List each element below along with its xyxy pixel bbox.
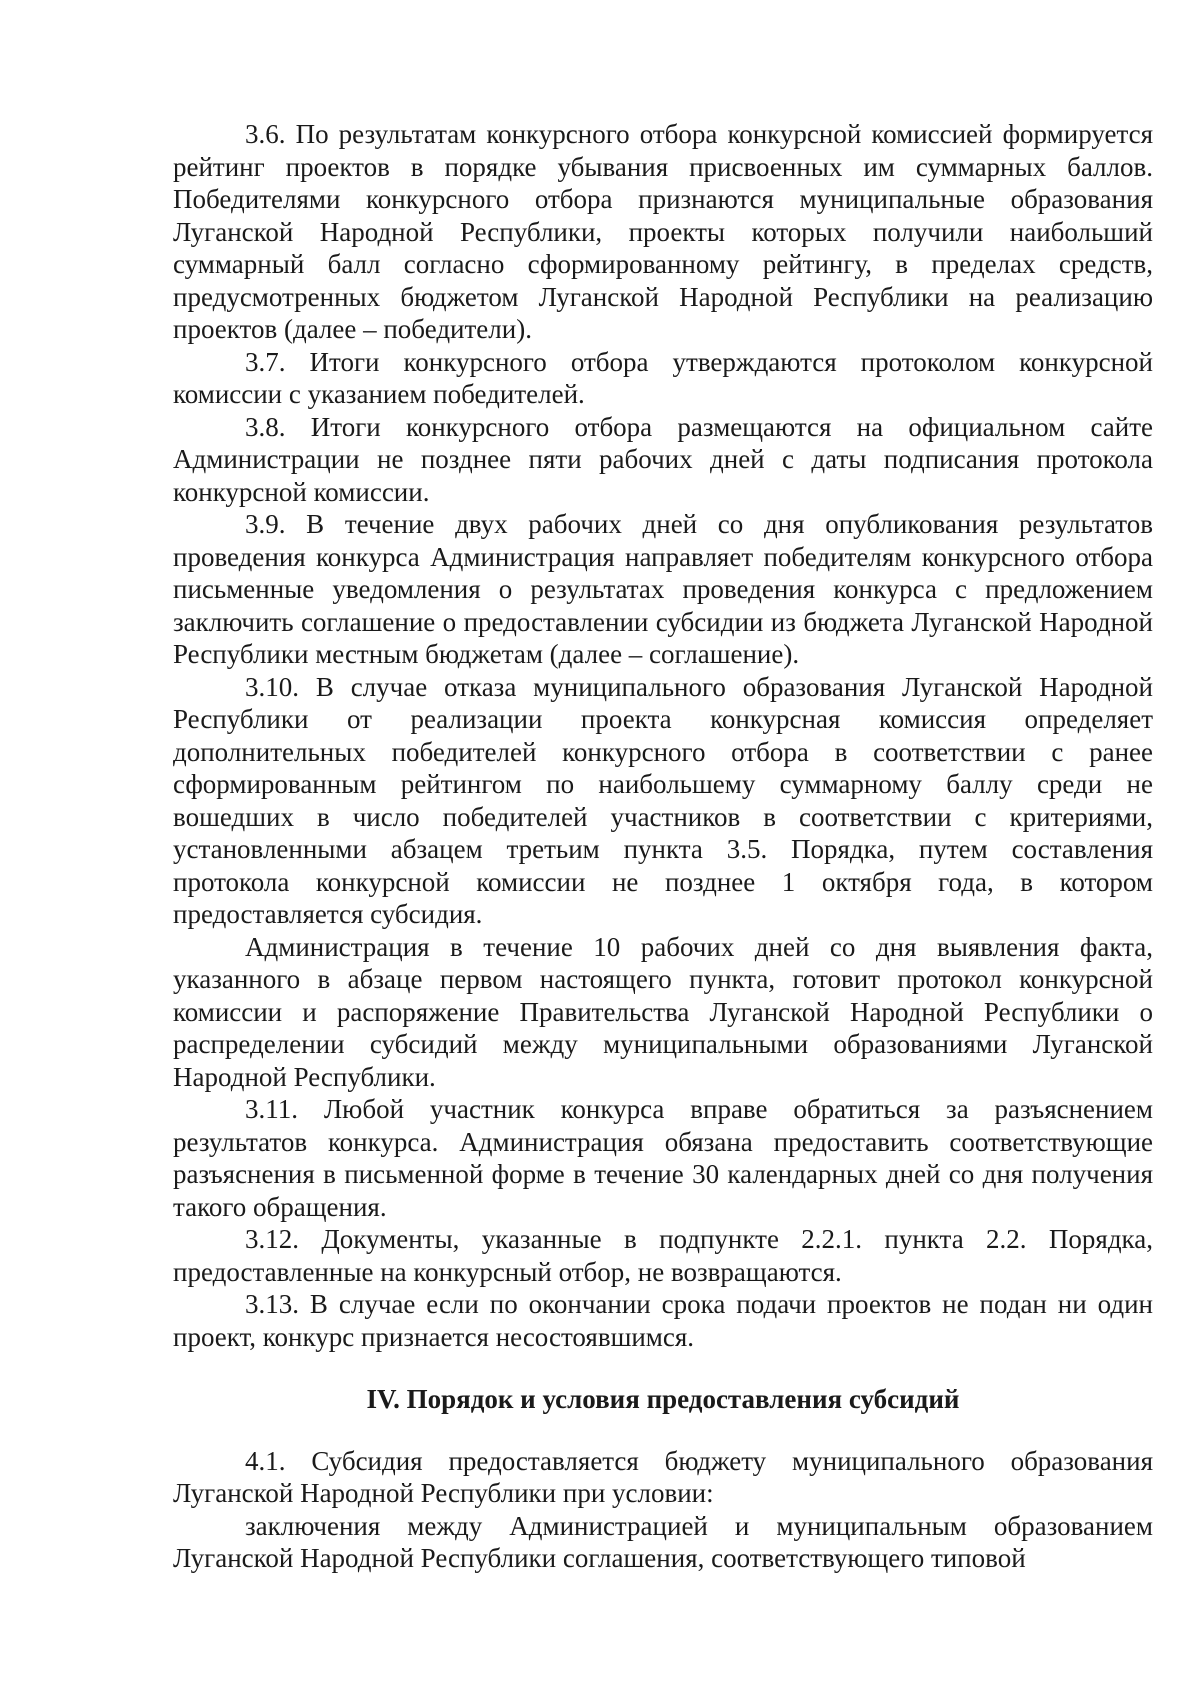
paragraph-4-1: 4.1. Субсидия предоставляется бюджету муниципального образования Луганской Народной Республики при условии: xyxy=(173,1445,1153,1508)
paragraph-3-8: 3.8. Итоги конкурсного отбора размещаются на официальном сайте Администрации не позднее пяти рабочих дней с даты подписания протокола конкурсной комиссии. xyxy=(173,411,1153,507)
paragraph-3-11: 3.11. Любой участник конкурса вправе обратиться за разъяснением результатов конкурса. Администрация обязана предоставить соответствующие разъяснения в письменной форме в течение 30 календарных дней со дня получения такого обращения. xyxy=(173,1094,1153,1222)
paragraph-3-10-continuation: Администрация в течение 10 рабочих дней со дня выявления факта, указанного в абзаце первом настоящего пункта, готовит протокол конкурсной комиссии и распоряжение Правительства Луганской Народной Республики о распределении субсидий между муниципальными образованиями Луганской Народной Республики. xyxy=(173,931,1153,1092)
paragraph-3-6: 3.6. По результатам конкурсного отбора конкурсной комиссией формируется рейтинг проектов в порядке убывания присвоенных им суммарных баллов. Победителями конкурсного отбора признаются муниципальные образования Луганской Народной Республики, проекты которых получили наибольший суммарный балл согласно сформированному рейтингу, в пределах средств, предусмотренных бюджетом Луганской Народной Республики на реализацию проектов (далее – победители). xyxy=(173,119,1153,344)
paragraph-3-9: 3.9. В течение двух рабочих дней со дня опубликования результатов проведения конкурса Администрация направляет победителям конкурсного отбора письменные уведомления о результатах проведения конкурса с предложением заключить соглашение о предоставлении субсидии из бюджета Луганской Народной Республики местным бюджетам (далее – соглашение). xyxy=(173,509,1153,669)
paragraph-3-13: 3.13. В случае если по окончании срока подачи проектов не подан ни один проект, конкурс признается несостоявшимся. xyxy=(173,1289,1153,1352)
paragraph-3-7: 3.7. Итоги конкурсного отбора утверждаются протоколом конкурсной комиссии с указанием победителей. xyxy=(173,346,1153,409)
paragraph-3-12: 3.12. Документы, указанные в подпункте 2.2.1. пункта 2.2. Порядка, предоставленные на конкурсный отбор, не возвращаются. xyxy=(173,1224,1153,1287)
document-page xyxy=(173,118,1153,1575)
paragraph-4-1-condition: заключения между Администрацией и муниципальным образованием Луганской Народной Республики соглашения, соответствующего типовой xyxy=(173,1510,1153,1573)
section-heading: IV. Порядок и условия предоставления субсидий xyxy=(366,1384,960,1414)
paragraph-3-10: 3.10. В случае отказа муниципального образования Луганской Народной Республики от реализации проекта конкурсная комиссия определяет дополнительных победителей конкурсного отбора в соответствии с ранее сформированным рейтингом по наибольшему суммарному баллу среди не вошедших в число победителей участников в соответствии с критериями, установленными абзацем третьим пункта 3.5. Порядка, путем составления протокола конкурсной комиссии не позднее 1 октября года, в котором предоставляется субсидия. xyxy=(173,671,1153,929)
